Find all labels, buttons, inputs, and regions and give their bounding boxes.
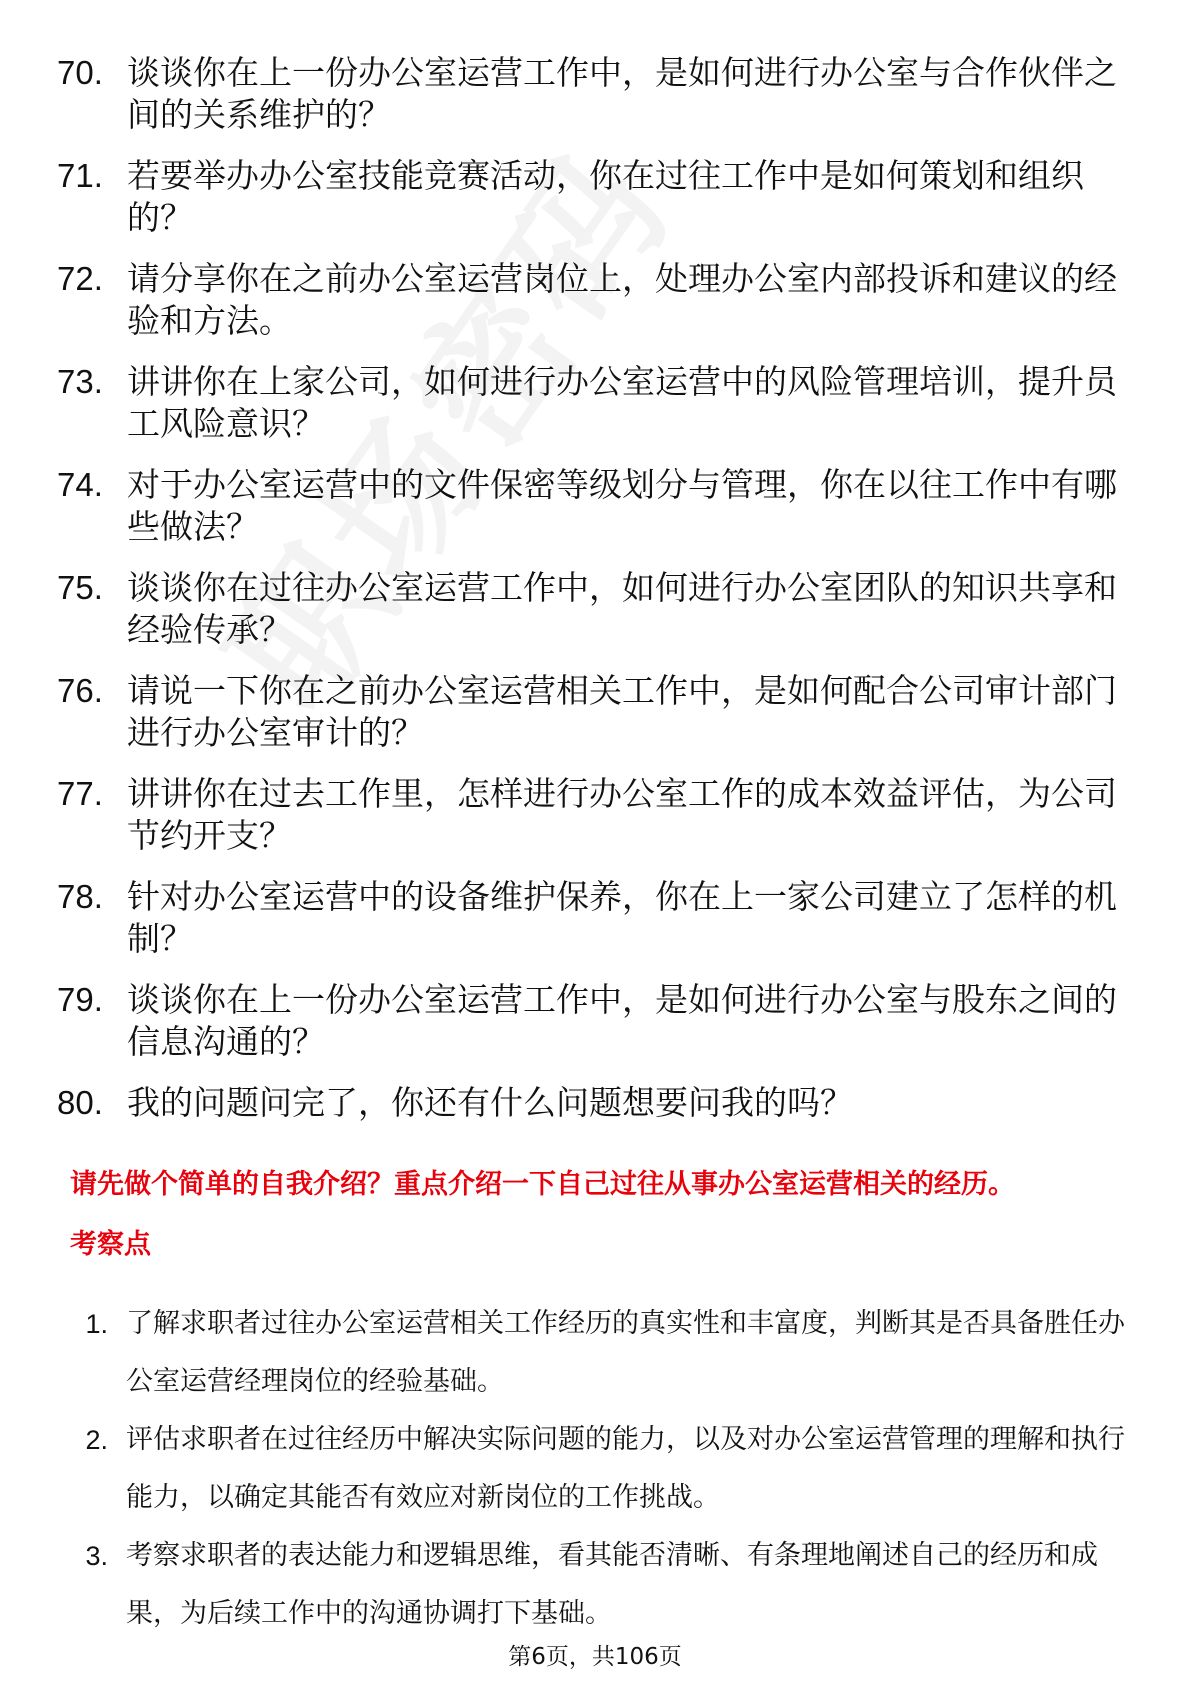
question-number: 80. (57, 1084, 103, 1121)
question-text: 谈谈你在上一份办公室运营工作中，是如何进行办公室与股东之间的信息沟通的？ (127, 980, 1117, 1061)
question-list (57, 52, 1132, 1143)
question-text: 谈谈你在上一份办公室运营工作中，是如何进行办公室与合作伙伴之间的关系维护的？ (127, 53, 1117, 134)
question-number: 70. (57, 54, 103, 91)
point-text: 评估求职者在过往经历中解决实际问题的能力，以及对办公室运营管理的理解和执行能力，以确定其能否有效应对新岗位的工作挑战。 (126, 1424, 1125, 1513)
question-item (57, 464, 1132, 548)
question-item (57, 567, 1132, 651)
question-item (57, 773, 1132, 857)
question-text: 请分享你在之前办公室运营岗位上，处理办公室内部投诉和建议的经验和方法。 (127, 259, 1117, 340)
question-item (57, 670, 1132, 754)
question-number: 75. (57, 569, 103, 606)
point-text: 了解求职者过往办公室运营相关工作经历的真实性和丰富度，判断其是否具备胜任办公室运营经理岗位的经验基础。 (126, 1308, 1125, 1397)
point-item (70, 1411, 1130, 1527)
question-text: 我的问题问完了，你还有什么问题想要问我的吗？ (127, 1083, 853, 1122)
question-item (57, 258, 1132, 342)
point-number: 2. (85, 1425, 108, 1455)
question-number: 74. (57, 466, 103, 503)
question-text: 针对办公室运营中的设备维护保养，你在上一家公司建立了怎样的机制？ (127, 877, 1117, 958)
question-text: 请说一下你在之前办公室运营相关工作中，是如何配合公司审计部门进行办公室审计的？ (127, 671, 1117, 752)
question-number: 77. (57, 775, 103, 812)
section-heading: 请先做个简单的自我介绍？重点介绍一下自己过往从事办公室运营相关的经历。 (70, 1169, 1015, 1200)
point-number: 3. (85, 1541, 108, 1571)
question-number: 72. (57, 260, 103, 297)
section-label: 考察点 (70, 1229, 151, 1260)
question-number: 76. (57, 672, 103, 709)
point-number: 1. (85, 1309, 108, 1339)
point-list (70, 1295, 1130, 1643)
question-item (57, 52, 1132, 136)
question-item (57, 979, 1132, 1063)
question-text: 谈谈你在过往办公室运营工作中，如何进行办公室团队的知识共享和经验传承？ (127, 568, 1117, 649)
question-number: 79. (57, 981, 103, 1018)
question-number: 73. (57, 363, 103, 400)
page-number: 第6页，共106页 (508, 1644, 682, 1670)
question-number: 78. (57, 878, 103, 915)
point-item (70, 1527, 1130, 1643)
question-number: 71. (57, 157, 103, 194)
question-item (57, 876, 1132, 960)
question-text: 讲讲你在上家公司，如何进行办公室运营中的风险管理培训，提升员工风险意识？ (127, 362, 1117, 443)
answer-section (70, 1165, 1130, 1643)
question-item (57, 1082, 1132, 1124)
question-item (57, 361, 1132, 445)
question-text: 讲讲你在过去工作里，怎样进行办公室工作的成本效益评估，为公司节约开支？ (127, 774, 1117, 855)
point-text: 考察求职者的表达能力和逻辑思维，看其能否清晰、有条理地阐述自己的经历和成果，为后续工作中的沟通协调打下基础。 (126, 1540, 1098, 1629)
point-item (70, 1295, 1130, 1411)
question-text: 若要举办办公室技能竞赛活动，你在过往工作中是如何策划和组织的？ (127, 156, 1084, 237)
question-item (57, 155, 1132, 239)
question-text: 对于办公室运营中的文件保密等级划分与管理，你在以往工作中有哪些做法？ (127, 465, 1117, 546)
